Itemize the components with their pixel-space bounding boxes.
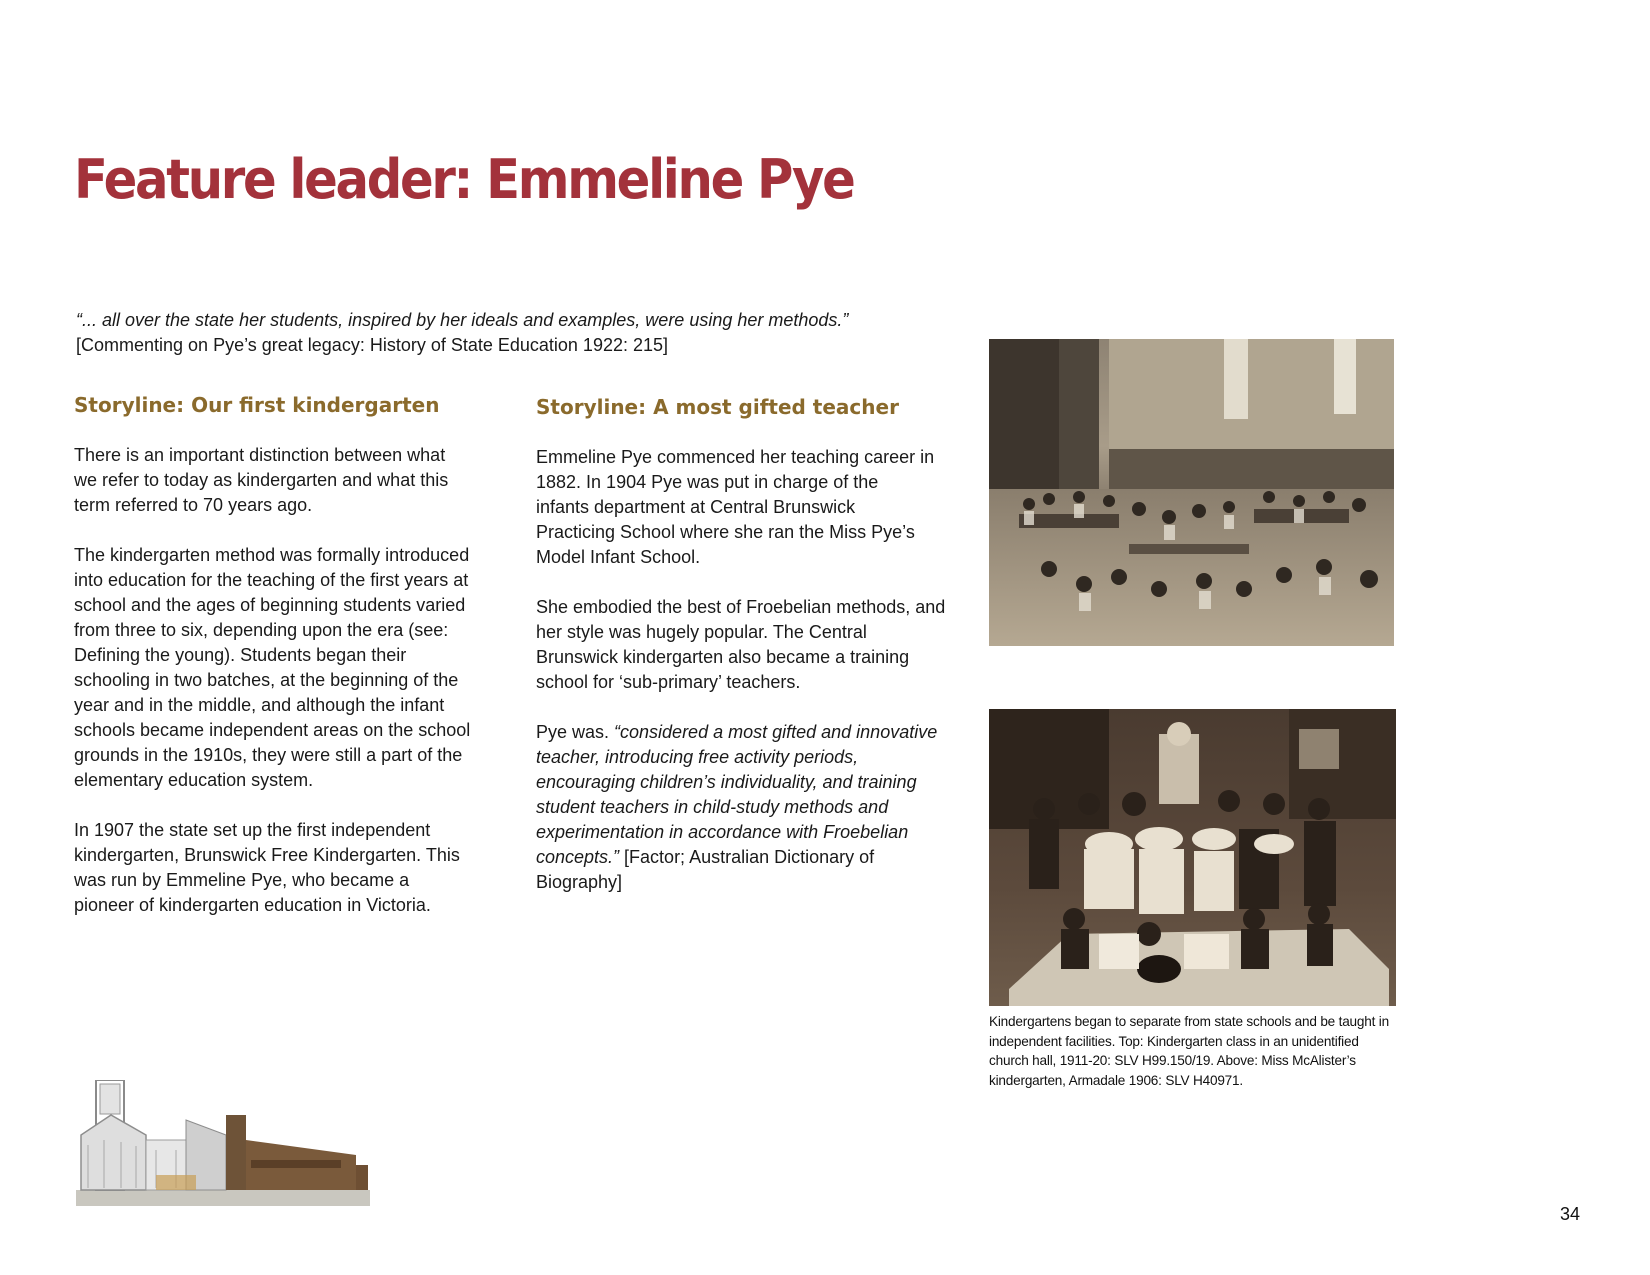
page-number: 34 <box>1559 1204 1580 1224</box>
storyline-heading-gifted-teacher: Storyline: A most gifted teacher <box>536 395 899 419</box>
paragraph: In 1907 the state set up the first independent kindergarten, Brunswick Free Kindergarten. This was run by Emmeline Pye, who became a pioneer of kindergarten education in Victoria. <box>74 820 460 915</box>
church-hall-photo-illustration <box>989 339 1394 646</box>
paragraph <box>536 720 946 895</box>
photo-mcalister-kindergarten-group <box>989 709 1396 1006</box>
lead-quote-source: [Commenting on Pye’s great legacy: History of State Education 1922: 215] <box>76 335 669 355</box>
biography-quote: “considered a most gifted and innovative teacher, introducing free activity periods, encouraging children’s individuality, and training student teachers in child-study methods and experimentation in accordance with Froebelian concepts.” <box>536 722 938 867</box>
column-gifted-teacher <box>536 445 946 920</box>
photo-caption: Kindergartens began to separate from state schools and be taught in independent facilities. Top: Kindergarten class in an unidentified church hall, 1911-20: SLV H99.150/19. Above: Miss McAlister’s kindergarten, Armadale 1906: SLV H40971. <box>989 1014 1389 1088</box>
quote-lead: Pye was. <box>536 722 615 742</box>
quote-source: [Factor; Australian Dictionary of Biography] <box>536 847 875 892</box>
group-portrait-photo-illustration <box>989 709 1396 1006</box>
storyline-heading-first-kindergarten: Storyline: Our first kindergarten <box>74 393 440 417</box>
paragraph: Emmeline Pye commenced her teaching career in 1882. In 1904 Pye was put in charge of the infants department at Central Brunswick Practicing School where she ran the Miss Pye’s Model Infant School. <box>536 447 935 567</box>
paragraph: There is an important distinction between what we refer to today as kindergarten and what this term referred to 70 years ago. <box>74 445 449 515</box>
paragraph: The kindergarten method was formally introduced into education for the teaching of the first years at school and the ages of beginning students varied from three to six, depending upon the era (see: Defining the young). Students began their schooling in two batches, at the beginning of the year and in the middle, and although the infant schools became independent areas on the school grounds in the 1910s, they were still a part of the elementary education system. <box>74 545 471 790</box>
building-sketch-illustration <box>76 1080 370 1206</box>
lead-quote: “... all over the state her students, inspired by her ideals and examples, were using her methods.” <box>76 310 849 330</box>
column-first-kindergarten <box>74 443 474 943</box>
photo-kindergarten-class-church-hall <box>989 339 1394 646</box>
school-building-drawing <box>76 1080 370 1206</box>
page-title: Feature leader: Emmeline Pye <box>74 148 854 211</box>
paragraph: She embodied the best of Froebelian methods, and her style was hugely popular. The Central Brunswick kindergarten also became a training school for ‘sub-primary’ teachers. <box>536 597 946 692</box>
